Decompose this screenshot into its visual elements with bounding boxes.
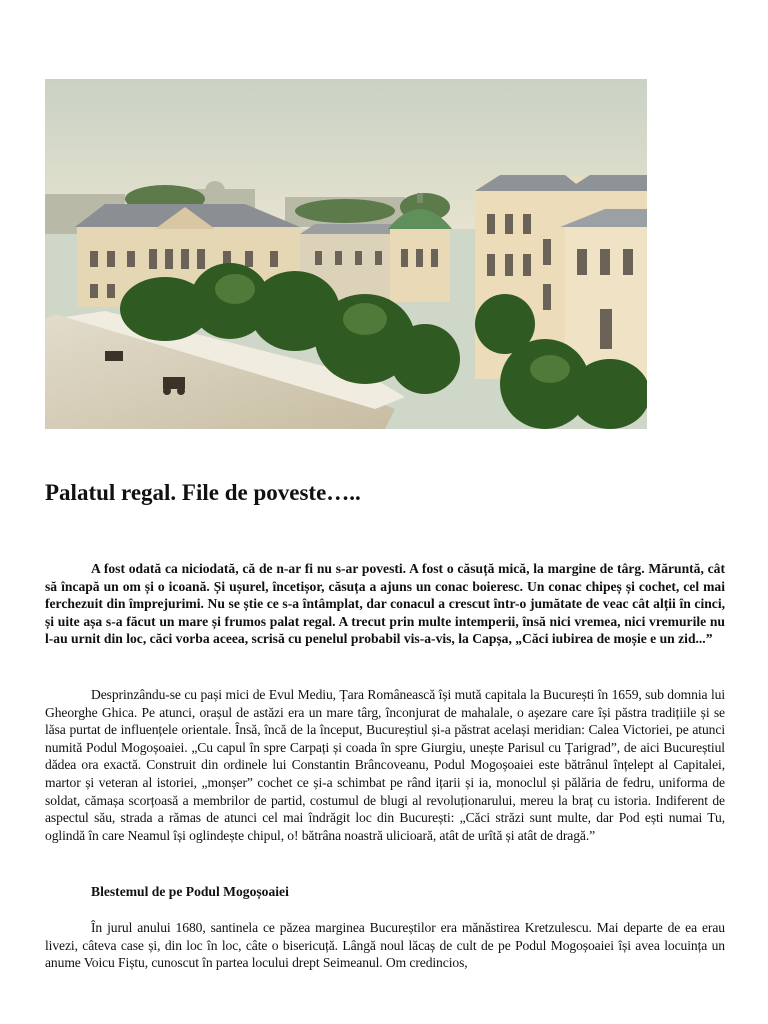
section-subheading: Blestemul de pe Podul Mogoșoaiei	[91, 884, 289, 899]
history-paragraph: Desprinzându-se cu pași mici de Evul Mediu, Țara Românească își mută capitala la București în 1659, sub domnia lui Gheorghe Ghica. Pe atunci, orașul de astăzi era un mare târg, înconjurat de mahalale, o așezare care își păstra tradițiile și se lăsa purtat de influențele orientale. Însă, încă de la început, Bucureștiul și-a păstrat același meridian: Calea Victoriei, pe atunci numită Podul Mogoșoaiei. „Cu capul în spre Carpați și coada în spre Giurgiu, unește Parisul cu Țarigrad”, de aici Bucureștiul dădea ora exactă. Construit din ordinele lui Constantin Brâncoveanu, Podul Mogoșoaiei este bătrânul înțelept al Capitalei, martor și veteran al istoriei, „monșer” cochet ce și-a schimbat pe rând ițarii și ia, monoclul și pălăria de fedru, uniforma de soldat, cămașa scorțoasă a membrilor de partid, costumul de blugi al revoluționarului, mereu la braț cu istoria. Indiferent de aspectul său, strada a rămas de atunci cel mai îndrăgit loc din București: „Căci străzi sunt multe, dar Pod ești numai Tu, oglindă în care Neamul își oglindește chipul, o! bătrâna noastră ulicioară, atât de urîtă și atât de dragă.”	[45, 687, 725, 843]
curse-paragraph: În jurul anului 1680, santinela ce păzea marginea Bucureștilor era mănăstirea Kretzulescu. Mai departe de ea erau livezi, câteva case și, din loc în loc, câte o bisericuță. Lângă noul lăcaș de cult de pe Podul Mogoșoaiei își avea locuința un anume Voicu Fiștu, cunoscut în partea locului drept Seimeanul. Om credincios,	[45, 920, 725, 971]
palace-postcard-image	[45, 79, 647, 429]
intro-paragraph: A fost odată ca niciodată, că de n-ar fi nu s-ar povesti. A fost o căsuță mică, la margine de târg. Măruntă, cât să încapă un om și o icoană. Și ușurel, încetișor, căsuța a ajuns un conac boieresc. Un conac chipeș și cochet, cel mai ferchezuit din împrejurimi. Nu se știe ce s-a întâmplat, dar conacul a crescut într-o jumătate de veac cât alții în cinci, și uite așa s-a făcut un mare și frumos palat regal. A trecut prin multe intemperii, însă nici vremea, nici vremurile nu l-au urnit din loc, căci vorba aceea, scrisă cu penelul probabil vis-a-vis, la Capșa, „Căci iubirea de moșie e un zid...”	[45, 561, 725, 647]
article-title: Palatul regal. File de poveste…..	[45, 480, 361, 505]
palace-illustration	[45, 79, 647, 429]
